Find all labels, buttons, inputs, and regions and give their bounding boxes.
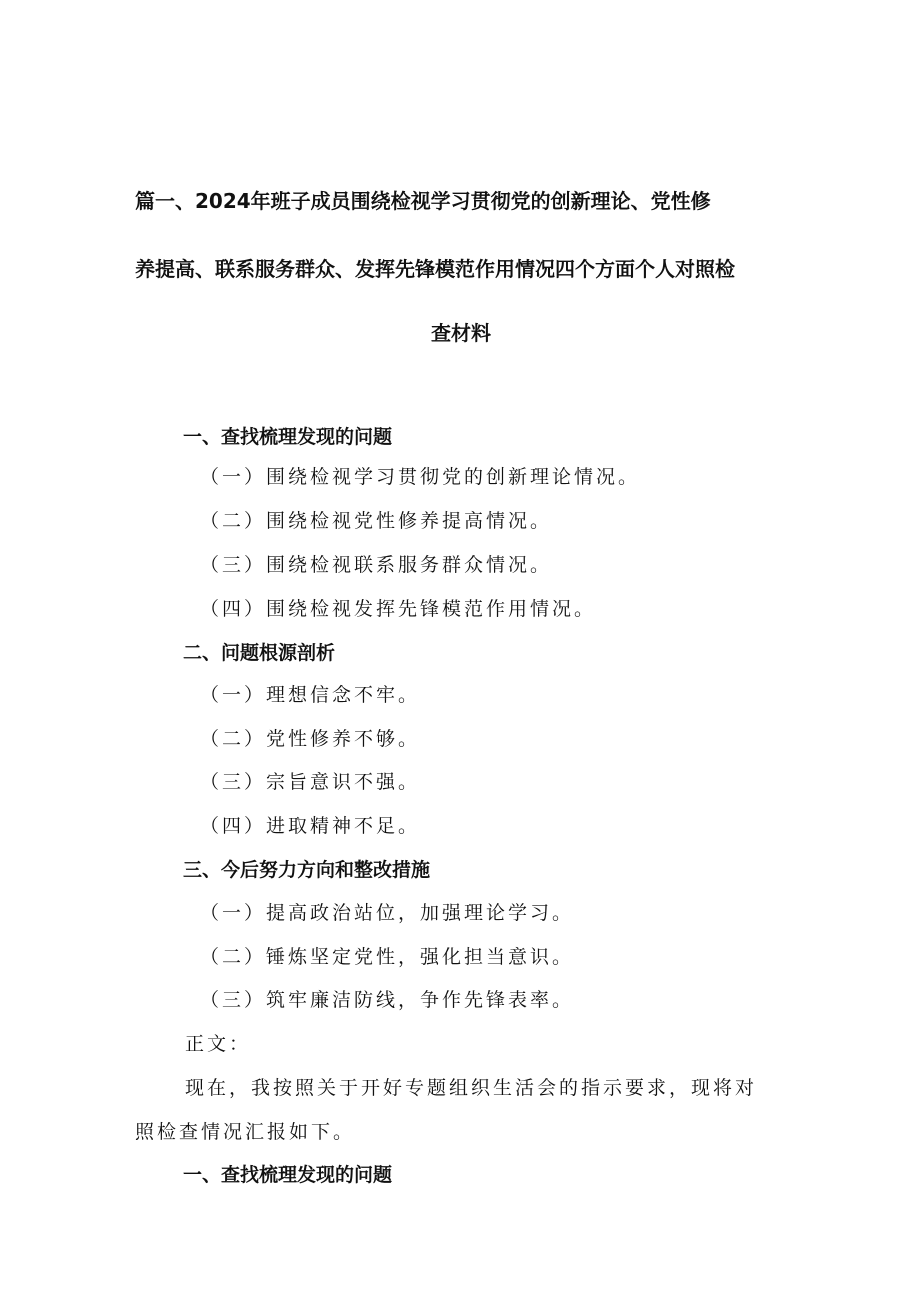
title-line-2: 养提高、联系服务群众、发挥先锋模范作用情况四个方面个人对照检	[135, 257, 735, 281]
body-heading: 一、查找梳理发现的问题	[183, 1164, 393, 1186]
section3-item-2: （二）锤炼坚定党性，强化担当意识。	[200, 946, 575, 968]
section2-item-1: （一）理想信念不牢。	[200, 684, 421, 706]
body-paragraph-line-1: 现在，我按照关于开好专题组织生活会的指示要求，现将对	[185, 1077, 758, 1099]
section2-item-3: （三）宗旨意识不强。	[200, 771, 421, 793]
section2-item-2: （二）党性修养不够。	[200, 728, 421, 750]
section-heading-3: 三、今后努力方向和整改措施	[183, 859, 431, 881]
section1-item-1: （一）围绕检视学习贯彻党的创新理论情况。	[200, 466, 641, 488]
title-line-3: 查材料	[431, 321, 491, 345]
section1-item-4: （四）围绕检视发挥先锋模范作用情况。	[200, 598, 597, 620]
section-heading-2: 二、问题根源剖析	[183, 642, 336, 664]
body-paragraph-line-2: 照检查情况汇报如下。	[135, 1121, 356, 1143]
section3-item-1: （一）提高政治站位，加强理论学习。	[200, 902, 575, 924]
section1-item-3: （三）围绕检视联系服务群众情况。	[200, 554, 553, 576]
section-heading-1: 一、查找梳理发现的问题	[183, 426, 393, 448]
section1-item-2: （二）围绕检视党性修养提高情况。	[200, 510, 553, 532]
title-line-1: 篇一、2024年班子成员围绕检视学习贯彻党的创新理论、党性修	[135, 189, 711, 213]
section2-item-4: （四）进取精神不足。	[200, 815, 421, 837]
section3-item-3: （三）筑牢廉洁防线，争作先锋表率。	[200, 989, 575, 1011]
body-label: 正文：	[185, 1033, 252, 1055]
